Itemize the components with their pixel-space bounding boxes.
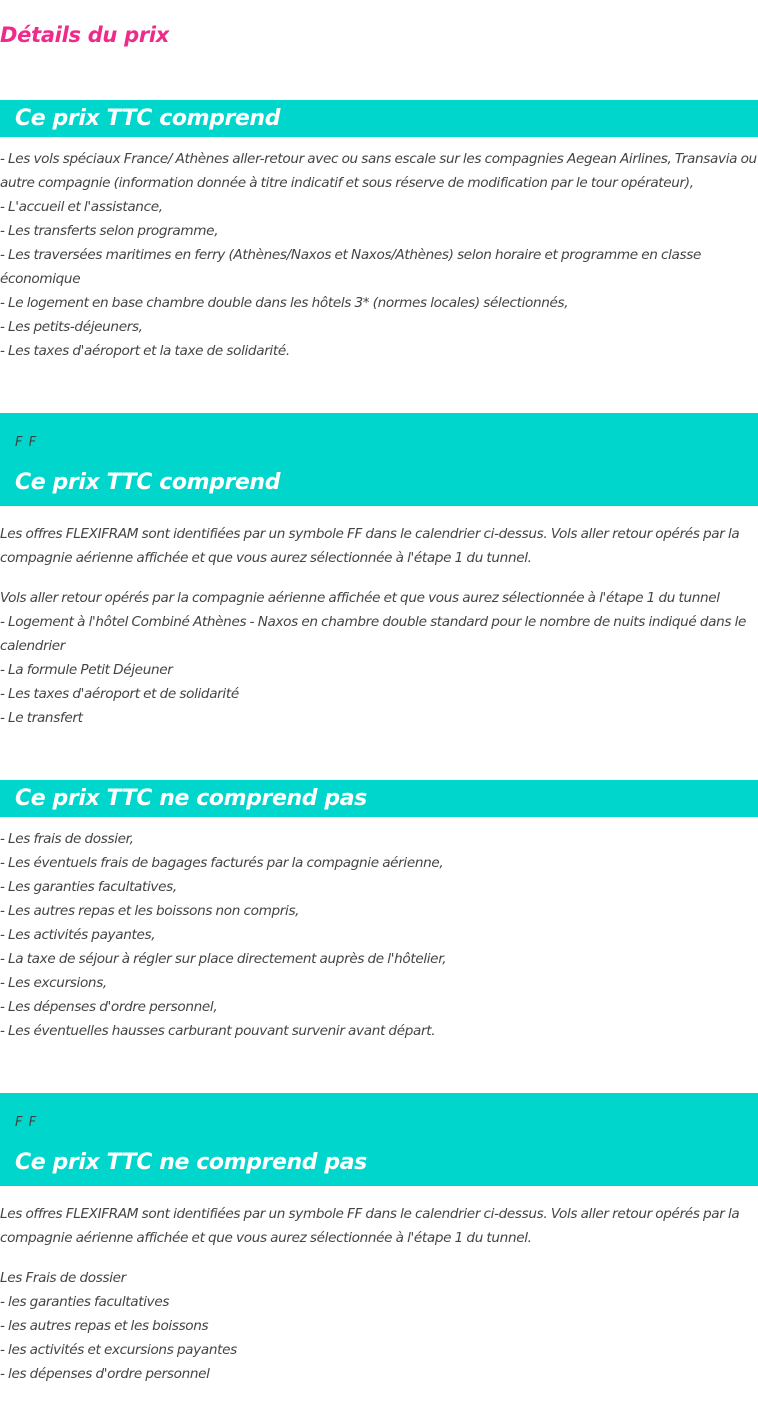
- list-item: - La taxe de séjour à régler sur place directement auprès de l'hôtelier,: [0, 951, 447, 967]
- section-header-excluded-ff: [0, 1093, 758, 1186]
- section-title-excluded: Ce prix TTC ne comprend pas: [15, 786, 367, 811]
- list-item: - Les taxes d'aéroport et la taxe de solidarité.: [0, 343, 290, 359]
- section-header-included: [0, 100, 758, 137]
- list-item: - L'accueil et l'assistance,: [0, 199, 163, 215]
- list-item: - les autres repas et les boissons: [0, 1318, 209, 1334]
- ff-badge: F F: [15, 1115, 38, 1130]
- section-header-included-ff: [0, 413, 758, 506]
- list-item: - Les petits-déjeuners,: [0, 319, 143, 335]
- excluded-list: [0, 827, 758, 1043]
- list-item: - Les éventuelles hausses carburant pouvant survenir avant départ.: [0, 1023, 436, 1039]
- section-title-included: Ce prix TTC comprend: [15, 106, 281, 131]
- included-list: [0, 147, 758, 363]
- list-item: Les Frais de dossier: [0, 1270, 126, 1286]
- section-title-excluded-ff: Ce prix TTC ne comprend pas: [15, 1150, 367, 1175]
- list-item: Vols aller retour opérés par la compagnie aérienne affichée et que vous aurez sélectionnée à l'étape 1 du tunnel: [0, 590, 720, 606]
- list-item: - Les vols spéciaux France/ Athènes aller-retour avec ou sans escale sur les compagnies Aegean Airlines, Transavia ou autre compagnie (information donnée à titre indicatif et sous réserve de modification par le tour opérateur),: [0, 151, 757, 191]
- list-item: - les activités et excursions payantes: [0, 1342, 237, 1358]
- list-item: - Les frais de dossier,: [0, 831, 134, 847]
- included-ff-intro: [0, 522, 758, 570]
- section-title-included-ff: Ce prix TTC comprend: [15, 470, 281, 495]
- list-item: - Le logement en base chambre double dans les hôtels 3* (normes locales) sélectionnés,: [0, 295, 569, 311]
- list-item: - Les dépenses d'ordre personnel,: [0, 999, 218, 1015]
- list-item: - Les éventuels frais de bagages facturés par la compagnie aérienne,: [0, 855, 444, 871]
- list-item: - Les taxes d'aéroport et de solidarité: [0, 686, 239, 702]
- ff-intro-text: Les offres FLEXIFRAM sont identifiées par un symbole FF dans le calendrier ci-dessus. Vols aller retour opérés par la compagnie aérienne affichée et que vous aurez sélectionnée à l'étape 1 du tunnel.: [0, 1206, 740, 1246]
- list-item: - Les transferts selon programme,: [0, 223, 219, 239]
- list-item: - Les garanties facultatives,: [0, 879, 177, 895]
- ff-intro-text: Les offres FLEXIFRAM sont identifiées par un symbole FF dans le calendrier ci-dessus. Vols aller retour opérés par la compagnie aérienne affichée et que vous aurez sélectionnée à l'étape 1 du tunnel.: [0, 526, 740, 566]
- included-ff-list: [0, 586, 758, 730]
- list-item: - Le transfert: [0, 710, 83, 726]
- excluded-ff-list: [0, 1266, 758, 1386]
- ff-badge: F F: [15, 435, 38, 450]
- list-item: - les garanties facultatives: [0, 1294, 170, 1310]
- list-item: - Les traversées maritimes en ferry (Athènes/Naxos et Naxos/Athènes) selon horaire et programme en classe économique: [0, 247, 702, 287]
- list-item: - Les autres repas et les boissons non compris,: [0, 903, 300, 919]
- list-item: - les dépenses d'ordre personnel: [0, 1366, 210, 1382]
- list-item: - Logement à l'hôtel Combiné Athènes - Naxos en chambre double standard pour le nombre de nuits indiqué dans le calendrier: [0, 614, 747, 654]
- list-item: - Les excursions,: [0, 975, 107, 991]
- list-item: - Les activités payantes,: [0, 927, 156, 943]
- list-item: - La formule Petit Déjeuner: [0, 662, 173, 678]
- excluded-ff-intro: [0, 1202, 758, 1250]
- page-title: Détails du prix: [0, 23, 170, 47]
- section-header-excluded: [0, 780, 758, 817]
